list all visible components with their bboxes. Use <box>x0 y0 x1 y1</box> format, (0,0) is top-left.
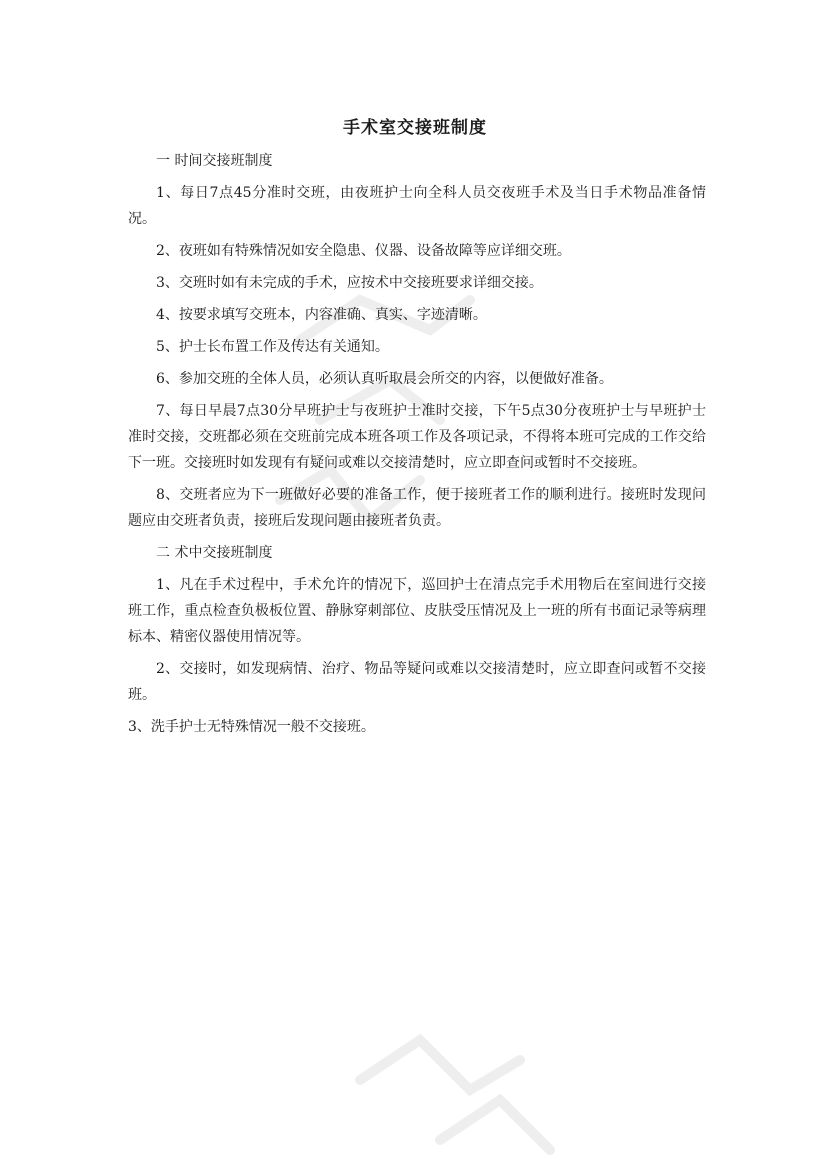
section-heading-1: 一 时间交接班制度 <box>156 153 273 169</box>
watermark-stroke <box>360 1040 520 1090</box>
section1-item-2: 2、夜班如有特殊情况如安全隐患、仪器、设备故障等应详细交班。 <box>156 243 571 259</box>
section1-item-6: 6、参加交班的全体人员，必须认真听取晨会所交的内容，以便做好准备。 <box>156 371 613 387</box>
section2-item-3: 3、洗手护士无特殊情况一般不交接班。 <box>128 719 375 735</box>
section1-item-4: 4、按要求填写交班本，内容准确、真实、字迹清晰。 <box>156 307 487 323</box>
section1-item-3: 3、交班时如有未完成的手术，应按术中交接班要求详细交接。 <box>156 275 543 291</box>
section2-item-1: 1、凡在手术过程中，手术允许的情况下，巡回护士在清点完手术用物后在室间进行交接班工作，重点检查负极板位置、静脉穿刺部位、皮肤受压情况及上一班的所有书面记录等病理标本、精密仪器使用情况等。 <box>128 577 706 645</box>
section-heading-2: 二 术中交接班制度 <box>156 545 273 561</box>
section1-item-8: 8、交班者应为下一班做好必要的准备工作，便于接班者工作的顺利进行。接班时发现问题应由交班者负责，接班后发现问题由接班者负责。 <box>128 487 706 529</box>
section1-item-7: 7、每日早晨7点30分早班护士与夜班护士准时交接，下午5点30分夜班护士与早班护士准时交接，交班都必须在交班前完成本班各项工作及各项记录，不得将本班可完成的工作交给下一班。交接班时如发现有有疑问或难以交接清楚时，应立即查问或暂时不交接班。 <box>128 403 706 471</box>
section1-item-1: 1、每日7点45分准时交班，由夜班护士向全科人员交夜班手术及当日手术物品准备情况。 <box>128 185 706 227</box>
document-body <box>128 148 706 746</box>
section1-item-5: 5、护士长布置工作及传达有关通知。 <box>156 339 389 355</box>
watermark-stroke <box>440 1100 550 1150</box>
section2-item-2: 2、交接时，如发现病情、治疗、物品等疑问或难以交接清楚时，应立即查问或暂不交接班。 <box>128 661 706 703</box>
document-title: 手术室交接班制度 <box>343 118 487 138</box>
